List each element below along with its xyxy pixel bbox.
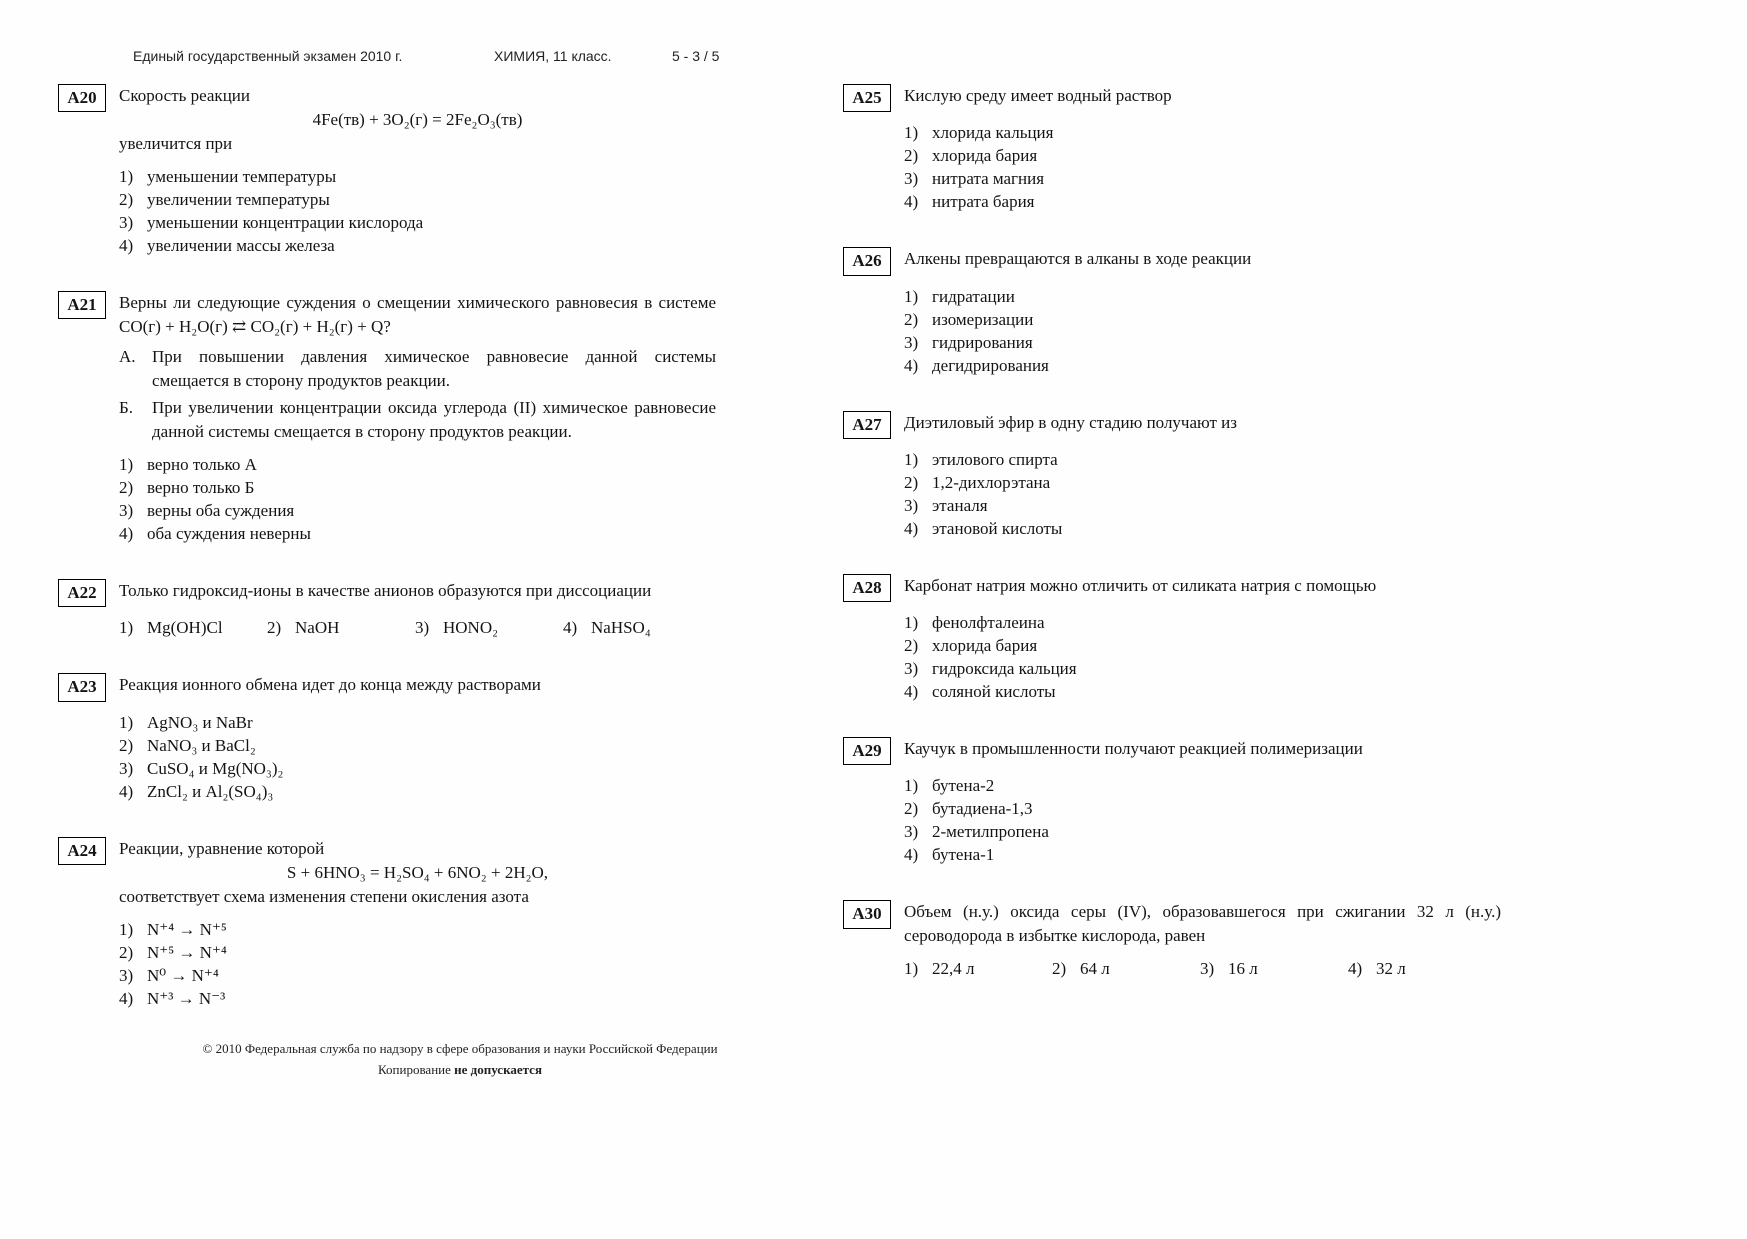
- answer-option: [119, 757, 716, 780]
- option-text: гидроксида кальция: [932, 659, 1077, 678]
- question-body: [904, 84, 1501, 108]
- options-list: [904, 448, 1501, 540]
- option-text: HONO₂: [443, 618, 499, 638]
- answer-option: [119, 188, 716, 211]
- answer-option: [119, 165, 716, 188]
- option-text: 32 л: [1376, 959, 1406, 979]
- answer-option: [119, 918, 716, 941]
- page-footer: [0, 1038, 920, 1080]
- question-body: [119, 579, 716, 603]
- option-number: 3): [904, 169, 919, 189]
- question-number: А25: [843, 84, 891, 112]
- option-text: верны оба суждения: [147, 501, 295, 520]
- answer-option: [119, 780, 716, 803]
- option-number: 1): [904, 613, 919, 632]
- question-header: [58, 84, 716, 156]
- answer-option: [119, 616, 267, 639]
- answer-option: [904, 774, 1501, 797]
- options-list: [904, 957, 1501, 980]
- option-text: N⁰ → N⁺⁴: [147, 965, 219, 985]
- question-header: [843, 737, 1501, 765]
- answer-option: [904, 797, 1501, 820]
- option-number: 3): [119, 501, 134, 520]
- footer-notice: [0, 1059, 920, 1080]
- option-number: 2): [1052, 959, 1067, 979]
- question-body: [904, 737, 1501, 761]
- statements-list: [119, 345, 716, 444]
- option-number: 4): [119, 781, 134, 801]
- left-column: [58, 84, 716, 1044]
- option-text: 2-метилпропена: [932, 822, 1049, 842]
- option-text: верно только А: [147, 455, 257, 474]
- answer-option: [904, 611, 1501, 634]
- answer-option: [904, 121, 1501, 144]
- answer-option: [119, 964, 716, 987]
- option-text: соляной кислоты: [932, 682, 1056, 701]
- question-А23: [58, 673, 716, 802]
- option-text: NaNO₃ и BaCl₂: [147, 735, 256, 755]
- question-prompt: Скорость реакции: [119, 86, 250, 105]
- footer-notice-bold: не допускается: [454, 1062, 542, 1077]
- question-number: А22: [58, 579, 106, 607]
- option-text: NaHSO₄: [591, 618, 651, 638]
- option-number: 1): [119, 618, 134, 638]
- answer-option: [904, 820, 1501, 843]
- option-text: хлорида бария: [932, 146, 1038, 166]
- footer-notice-text: Копирование: [378, 1062, 455, 1077]
- question-А28: [843, 574, 1501, 703]
- footer-copyright: © 2010 Федеральная служба по надзору в сфере образования и науки Российской Федерации: [202, 1041, 718, 1056]
- option-number: 3): [415, 618, 430, 638]
- option-text: изомеризации: [932, 309, 1034, 329]
- answer-option: [119, 476, 716, 499]
- option-text: бутена-1: [932, 845, 995, 865]
- option-number: 1): [119, 712, 134, 732]
- option-number: 1): [119, 919, 134, 939]
- question-number: А30: [843, 900, 891, 928]
- question-prompt: Верны ли следующие суждения о смещении химического равновесия в системе CO(г) + H₂O(г) ⇄ CO₂(г) + H₂(г) + Q?: [119, 293, 716, 336]
- answer-option: [267, 616, 415, 639]
- option-text: гидрирования: [932, 332, 1033, 352]
- option-number: 3): [1200, 959, 1215, 979]
- option-number: 4): [119, 236, 134, 255]
- question-body: [119, 837, 716, 909]
- option-text: верно только Б: [147, 478, 255, 497]
- answer-option: [904, 494, 1501, 517]
- option-number: 2): [904, 636, 919, 655]
- option-text: N⁺⁵ → N⁺⁴: [147, 942, 227, 962]
- option-number: 4): [119, 988, 134, 1008]
- question-А21: [58, 291, 716, 545]
- question-body: [119, 291, 716, 339]
- answer-option: [904, 331, 1501, 354]
- option-number: 4): [119, 524, 134, 543]
- option-number: 3): [904, 495, 919, 515]
- question-А20: [58, 84, 716, 257]
- question-prompt: Алкены превращаются в алканы в ходе реакции: [904, 249, 1252, 269]
- question-header: [843, 900, 1501, 948]
- answer-option: [904, 471, 1501, 494]
- option-text: нитрата бария: [932, 192, 1035, 212]
- question-number: А27: [843, 411, 891, 439]
- answer-option: [119, 711, 716, 734]
- option-text: CuSO₄ и Mg(NO₃)₂: [147, 758, 284, 778]
- option-number: 2): [119, 478, 134, 497]
- options-list: [904, 611, 1501, 703]
- question-body: [119, 673, 716, 697]
- question-А29: [843, 737, 1501, 866]
- statement-label: А.: [119, 347, 136, 366]
- statement: [119, 396, 716, 444]
- answer-option: [904, 167, 1501, 190]
- question-header: [843, 84, 1501, 112]
- answer-option: [904, 843, 1501, 866]
- answer-option: [904, 354, 1501, 377]
- exam-title: Единый государственный экзамен 2010 г.: [133, 48, 403, 64]
- question-number: А21: [58, 291, 106, 319]
- option-text: дегидрирования: [932, 355, 1049, 375]
- option-number: 1): [904, 776, 919, 796]
- answer-option: [904, 634, 1501, 657]
- option-text: этаналя: [932, 495, 988, 515]
- answer-option: [563, 616, 711, 639]
- option-text: уменьшении температуры: [147, 167, 337, 186]
- options-list: [904, 774, 1501, 866]
- option-number: 1): [904, 286, 919, 306]
- option-text: Mg(OH)Cl: [147, 618, 223, 638]
- question-body: [904, 247, 1501, 271]
- option-number: 1): [904, 123, 919, 143]
- question-prompt: соответствует схема изменения степени окисления азота: [119, 886, 529, 906]
- options-list: [119, 453, 716, 545]
- option-text: AgNO₃ и NaBr: [147, 712, 253, 732]
- question-number: А29: [843, 737, 891, 765]
- option-text: 64 л: [1080, 959, 1110, 979]
- option-text: N⁺³ → N⁻³: [147, 988, 226, 1008]
- option-number: 4): [1348, 959, 1363, 979]
- option-number: 1): [119, 455, 134, 474]
- answer-option: [904, 680, 1501, 703]
- answer-option: [904, 308, 1501, 331]
- option-text: хлорида бария: [932, 636, 1038, 655]
- answer-option: [904, 448, 1501, 471]
- answer-option: [1052, 957, 1200, 980]
- question-number: А20: [58, 84, 106, 112]
- options-list: [119, 918, 716, 1010]
- question-body: [119, 84, 716, 156]
- option-number: 4): [563, 618, 578, 638]
- chemical-formula: S + 6HNO₃ = H₂SO₄ + 6NO₂ + 2H₂O,: [286, 862, 549, 882]
- option-text: фенолфталеина: [932, 613, 1045, 632]
- option-text: NaOH: [295, 618, 340, 638]
- option-text: этановой кислоты: [932, 518, 1063, 538]
- options-list: [904, 285, 1501, 377]
- answer-option: [1348, 957, 1496, 980]
- answer-option: [904, 144, 1501, 167]
- option-text: 16 л: [1228, 959, 1258, 979]
- answer-option: [904, 190, 1501, 213]
- question-body: [904, 411, 1501, 435]
- option-text: бутадиена-1,3: [932, 799, 1033, 819]
- option-number: 4): [904, 192, 919, 212]
- statement: [119, 345, 716, 393]
- question-header: [58, 673, 716, 701]
- page-number: 5 - 3 / 5: [672, 48, 720, 64]
- answer-option: [119, 234, 716, 257]
- answer-option: [119, 987, 716, 1010]
- question-prompt: Кислую среду имеет водный раствор: [904, 86, 1172, 105]
- answer-option: [904, 657, 1501, 680]
- options-list: [119, 165, 716, 257]
- question-prompt: Карбонат натрия можно отличить от силиката натрия с помощью: [904, 575, 1377, 595]
- question-number: А28: [843, 574, 891, 602]
- question-А25: [843, 84, 1501, 213]
- question-prompt: Объем (н.у.) оксида серы (IV), образовавшегося при сжигании 32 л (н.у.) сероводорода в избытке кислорода, равен: [904, 902, 1501, 946]
- option-number: 2): [267, 618, 282, 638]
- question-header: [843, 247, 1501, 275]
- option-text: хлорида кальция: [932, 123, 1054, 143]
- option-number: 3): [119, 213, 134, 232]
- answer-option: [119, 453, 716, 476]
- question-prompt: Реакция ионного обмена идет до конца между растворами: [119, 675, 541, 695]
- answer-option: [904, 957, 1052, 980]
- option-number: 2): [904, 146, 919, 166]
- question-header: [58, 837, 716, 909]
- option-text: ZnCl₂ и Al₂(SO₄)₃: [147, 781, 274, 801]
- option-number: 4): [904, 845, 919, 865]
- option-text: этилового спирта: [932, 449, 1058, 469]
- option-text: гидратации: [932, 286, 1015, 306]
- question-number: А24: [58, 837, 106, 865]
- option-number: 3): [904, 659, 919, 678]
- answer-option: [119, 211, 716, 234]
- option-number: 4): [904, 355, 919, 375]
- question-prompt: Каучук в промышленности получают реакцией полимеризации: [904, 739, 1363, 758]
- option-number: 2): [119, 190, 134, 209]
- question-body: [904, 900, 1501, 948]
- answer-option: [119, 499, 716, 522]
- option-number: 2): [904, 309, 919, 329]
- option-text: оба суждения неверны: [147, 524, 311, 543]
- option-number: 3): [904, 822, 919, 842]
- exam-subject: ХИМИЯ, 11 класс.: [494, 48, 612, 64]
- answer-option: [119, 734, 716, 757]
- question-А24: [58, 837, 716, 1010]
- option-number: 2): [119, 942, 134, 962]
- question-А22: [58, 579, 716, 639]
- question-prompt: Диэтиловый эфир в одну стадию получают из: [904, 412, 1237, 432]
- answer-option: [904, 285, 1501, 308]
- statement-text: При повышении давления химическое равновесие данной системы смещается в сторону продуктов реакции.: [152, 347, 716, 390]
- option-text: 22,4 л: [932, 959, 975, 979]
- question-А27: [843, 411, 1501, 540]
- option-text: увеличении массы железа: [147, 236, 335, 255]
- options-list: [904, 121, 1501, 213]
- option-number: 1): [904, 959, 919, 979]
- question-А26: [843, 247, 1501, 376]
- option-text: бутена-2: [932, 776, 995, 796]
- question-header: [58, 291, 716, 339]
- answer-option: [119, 522, 716, 545]
- statement-label: Б.: [119, 398, 134, 417]
- right-column: [843, 84, 1501, 1014]
- question-prompt: увеличится при: [119, 134, 233, 153]
- answer-option: [119, 941, 716, 964]
- option-text: увеличении температуры: [147, 190, 330, 209]
- options-list: [119, 711, 716, 803]
- option-number: 1): [119, 167, 134, 186]
- option-number: 3): [119, 758, 134, 778]
- chemical-formula: 4Fe(тв) + 3O₂(г) = 2Fe₂O₃(тв): [312, 110, 523, 129]
- statement-text: При увеличении концентрации оксида углерода (II) химическое равновесие данной системы смещается в сторону продуктов реакции.: [152, 398, 716, 441]
- option-text: N⁺⁴ → N⁺⁵: [147, 919, 227, 939]
- question-prompt: Только гидроксид-ионы в качестве анионов образуются при диссоциации: [119, 581, 652, 600]
- option-text: нитрата магния: [932, 169, 1045, 189]
- question-number: А26: [843, 247, 891, 275]
- question-prompt: Реакции, уравнение которой: [119, 838, 325, 858]
- question-А30: [843, 900, 1501, 980]
- options-list: [119, 616, 716, 639]
- option-number: 2): [904, 799, 919, 819]
- option-number: 3): [904, 332, 919, 352]
- question-header: [843, 411, 1501, 439]
- question-header: [843, 574, 1501, 602]
- option-text: уменьшении концентрации кислорода: [147, 213, 424, 232]
- answer-option: [1200, 957, 1348, 980]
- question-number: А23: [58, 673, 106, 701]
- option-number: 2): [119, 735, 134, 755]
- option-number: 3): [119, 965, 134, 985]
- option-number: 2): [904, 472, 919, 492]
- question-body: [904, 574, 1501, 598]
- option-number: 4): [904, 518, 919, 538]
- answer-option: [415, 616, 563, 639]
- answer-option: [904, 517, 1501, 540]
- option-number: 1): [904, 449, 919, 469]
- option-text: 1,2-дихлорэтана: [932, 472, 1051, 492]
- question-header: [58, 579, 716, 607]
- option-number: 4): [904, 682, 919, 701]
